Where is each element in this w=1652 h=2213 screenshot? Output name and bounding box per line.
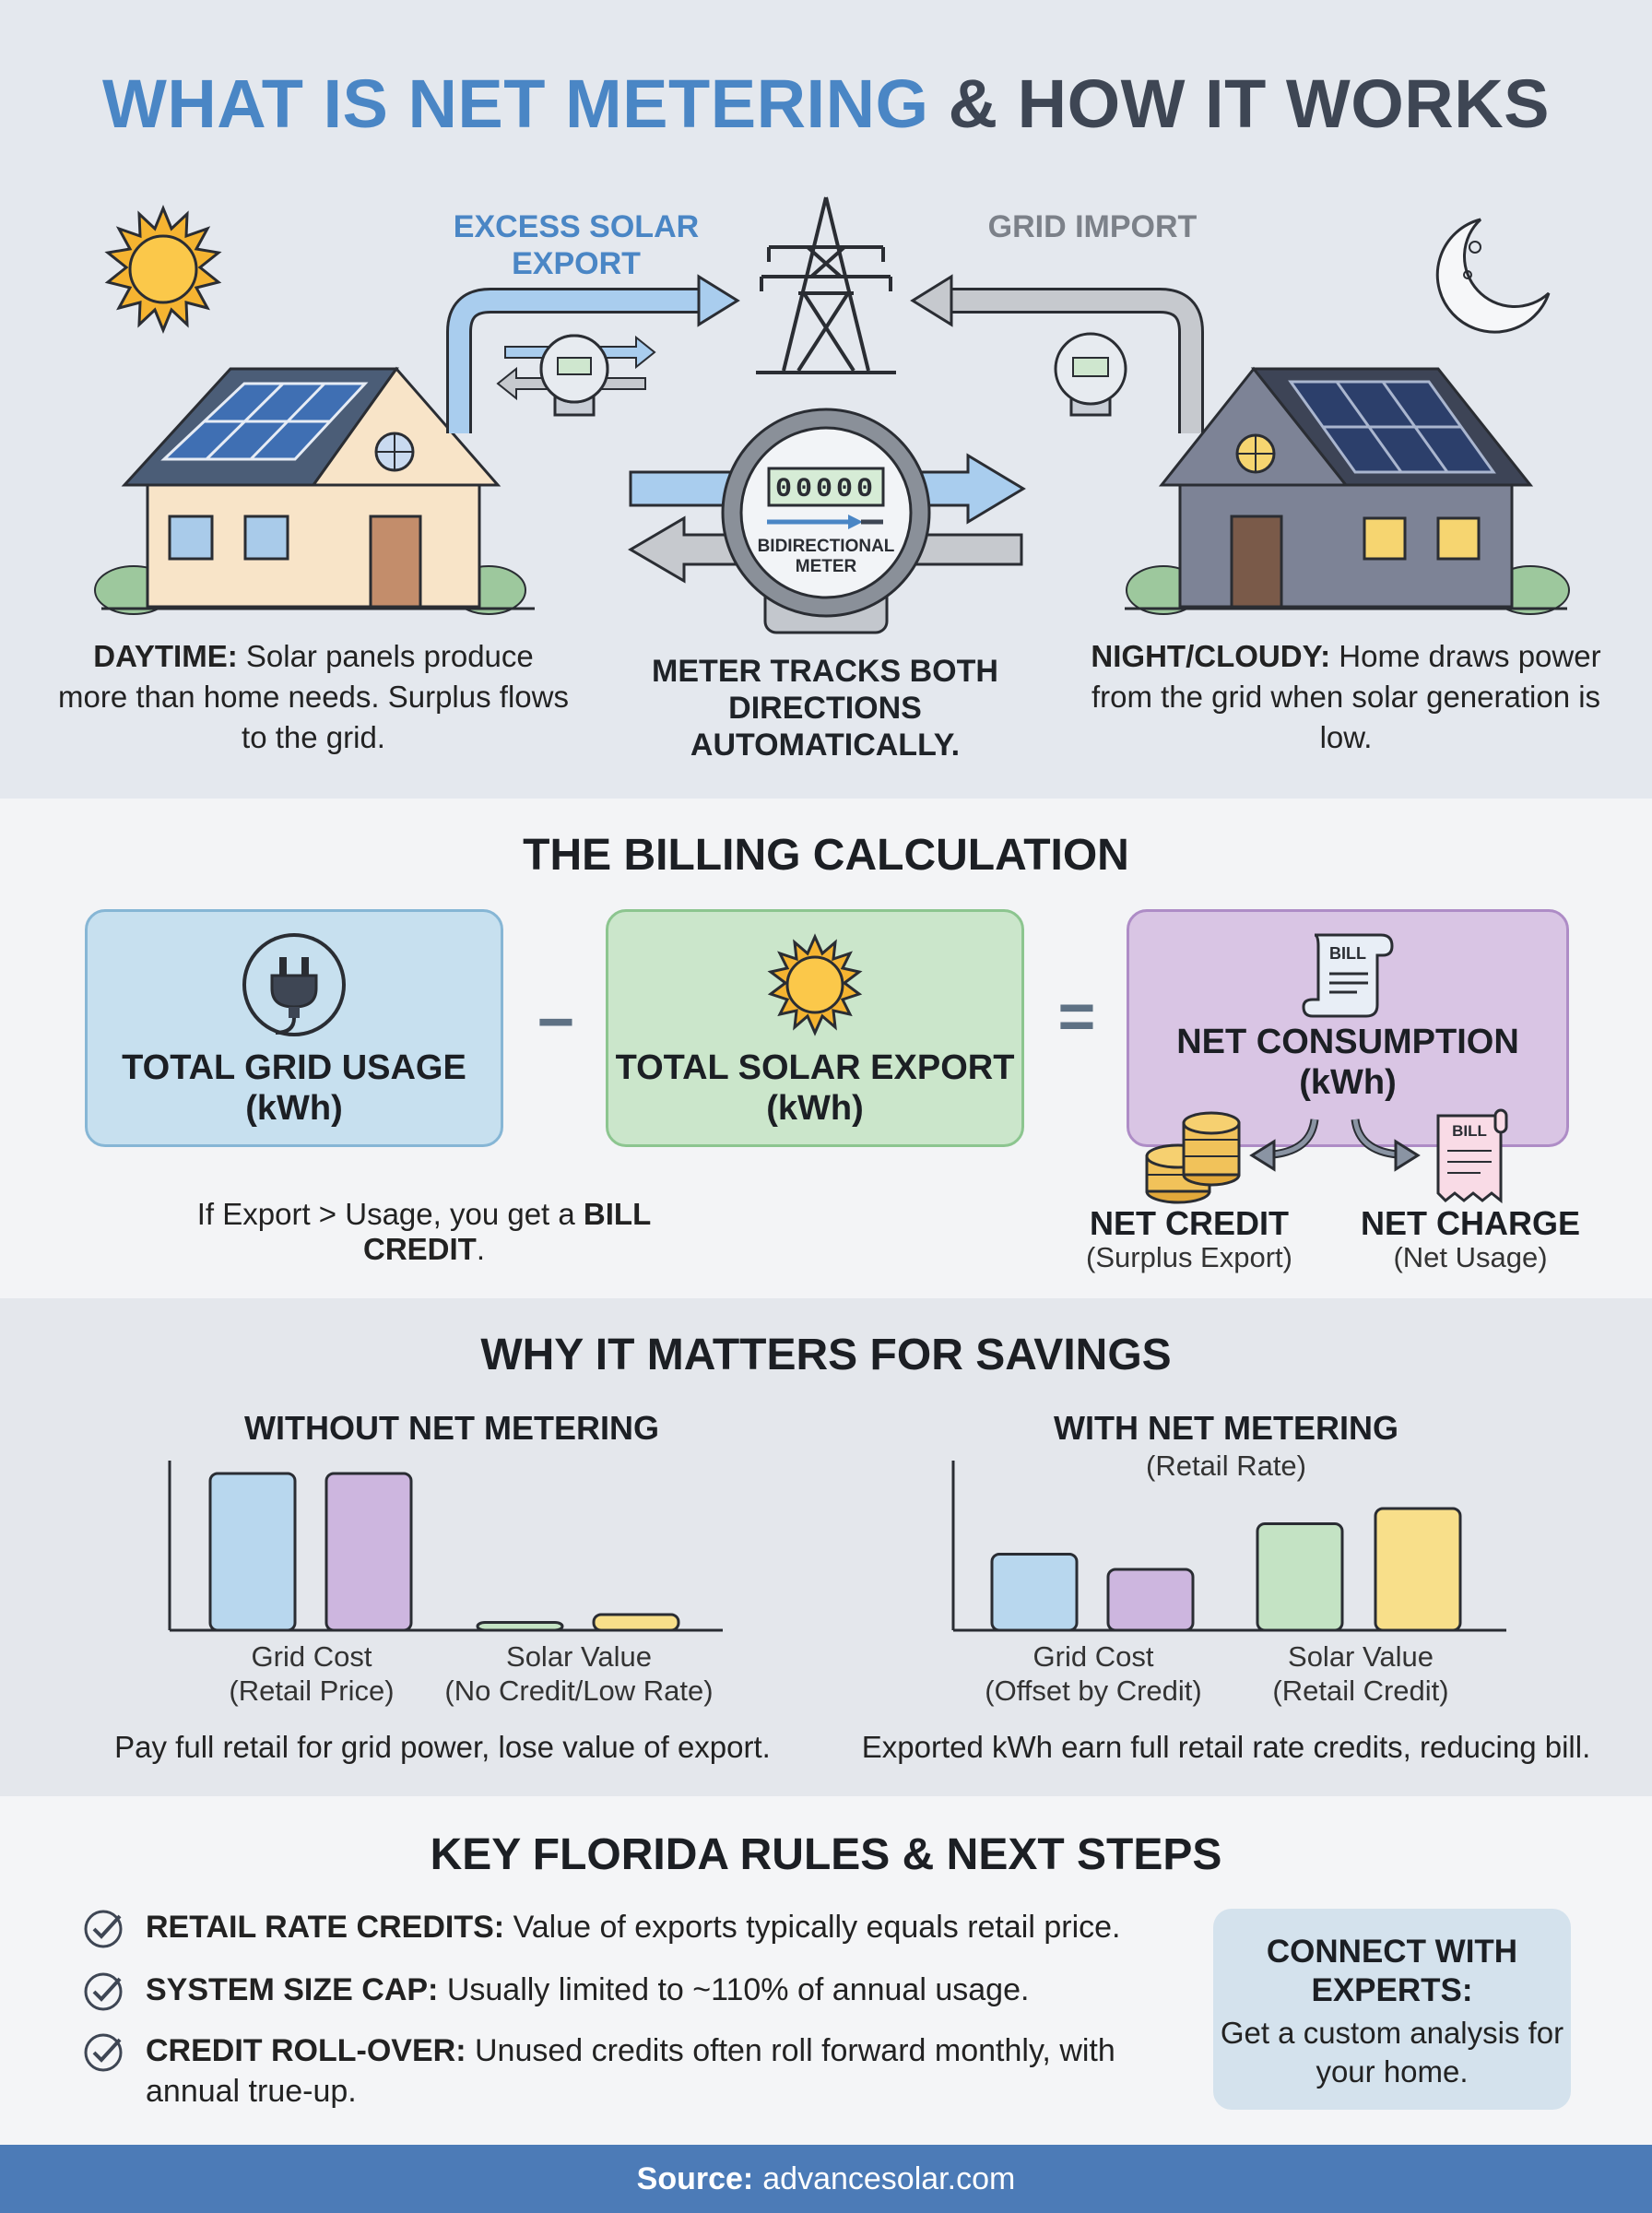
- bill-scroll-icon: [1302, 928, 1399, 1020]
- small-meter-export-icon: [498, 336, 655, 415]
- grid-usage-label: TOTAL GRID USAGE (kWh): [122, 1048, 466, 1128]
- chart-with-title: WITH NET METERING: [1054, 1409, 1398, 1447]
- chart-with-net-metering: [950, 1457, 1512, 1641]
- rules-title: KEY FLORIDA RULES & NEXT STEPS: [430, 1830, 1222, 1879]
- coins-icon: [1147, 1113, 1239, 1202]
- tick-label-grid-cost-with: Grid Cost (Offset by Credit): [985, 1640, 1202, 1707]
- meter-caption: METER TRACKS BOTH DIRECTIONS AUTOMATICALLY.: [652, 654, 998, 763]
- check-circle-icon: [83, 2030, 127, 2075]
- net-credit-sublabel: (Surplus Export): [1086, 1241, 1292, 1273]
- net-consumption-label: NET CONSUMPTION (kWh): [1176, 1023, 1519, 1102]
- rule-item-roll-over: [83, 2030, 1115, 2112]
- connect-experts-text[interactable]: Get a custom analysis for your home.: [1220, 2016, 1564, 2089]
- check-circle-icon: [83, 1907, 127, 1951]
- bar-0: [992, 1555, 1077, 1631]
- minus-sign: −: [537, 986, 575, 1058]
- bar-2: [478, 1623, 562, 1631]
- net-outcome-illustration: [1134, 1097, 1576, 1217]
- rule-body: Unused credits often roll forward monthly, with annual true-up.: [146, 2033, 1115, 2109]
- small-meter-import-icon: [1056, 334, 1126, 415]
- transmission-tower-icon: [756, 197, 896, 373]
- billing-title: THE BILLING CALCULATION: [523, 831, 1129, 880]
- sun-icon: [761, 931, 868, 1038]
- solar-export-label: TOTAL SOLAR EXPORT (kWh): [615, 1048, 1015, 1128]
- bill-tag-text: BILL: [1329, 944, 1366, 963]
- curved-arrow-right-icon: [1355, 1119, 1418, 1169]
- night-caption: [1088, 636, 1604, 758]
- rule-body: Usually limited to ~110% of annual usage.: [446, 1972, 1030, 2007]
- moon-icon: [1437, 219, 1549, 332]
- chart-with-subtitle: (Retail Rate): [1146, 1450, 1306, 1482]
- source-lead: Source:: [636, 2160, 754, 2196]
- curved-arrow-left-icon: [1252, 1119, 1315, 1169]
- rule-lead: SYSTEM SIZE CAP:: [146, 1972, 439, 2007]
- night-lead: NIGHT/CLOUDY:: [1091, 639, 1331, 673]
- daytime-caption: [55, 636, 572, 758]
- connect-experts-title[interactable]: CONNECT WITH EXPERTS:: [1266, 1934, 1518, 2008]
- net-credit-label: NET CREDIT: [1090, 1204, 1289, 1242]
- chart-without-title: WITHOUT NET METERING: [244, 1409, 659, 1447]
- night-text: Home draws power from the grid when solar generation is low.: [1091, 639, 1601, 754]
- check-circle-icon: [83, 1970, 127, 2014]
- rule-lead: CREDIT ROLL-OVER:: [146, 2033, 466, 2068]
- bar-1: [1108, 1569, 1193, 1630]
- rule-item-retail-rate: [83, 1907, 1189, 1951]
- tick-label-grid-cost-without: Grid Cost (Retail Price): [229, 1640, 395, 1707]
- bill-charge-icon: [1438, 1110, 1506, 1201]
- meter-label-2: METER: [795, 557, 857, 576]
- tick-label-solar-value-without: Solar Value (No Credit/Low Rate): [444, 1640, 714, 1707]
- meter-label-1: BIDIRECTIONAL: [757, 537, 895, 556]
- daytime-text: Solar panels produce more than home needs. Surplus flows to the grid.: [58, 639, 569, 754]
- daytime-lead: DAYTIME:: [93, 639, 238, 673]
- import-arrow: [913, 277, 1191, 433]
- excess-solar-export-label: EXCESS SOLAR EXPORT: [453, 209, 700, 281]
- bill-credit-note-pre: If Export > Usage, you get a: [196, 1197, 584, 1231]
- savings-title: WHY IT MATTERS FOR SAVINGS: [480, 1331, 1172, 1379]
- sun-icon: [108, 208, 218, 330]
- plug-icon: [239, 929, 349, 1040]
- rule-lead: RETAIL RATE CREDITS:: [146, 1910, 505, 1945]
- bar-3: [594, 1615, 678, 1630]
- bill-credit-note-bold: BILL CREDIT: [362, 1197, 652, 1266]
- rule-body: Value of exports typically equals retail price.: [513, 1910, 1121, 1945]
- bar-0: [210, 1473, 295, 1630]
- bar-1: [326, 1473, 411, 1630]
- bill-credit-note-post: .: [476, 1232, 485, 1266]
- rule-item-size-cap: [83, 1970, 1189, 2014]
- source-footer: [0, 2145, 1652, 2213]
- bidirectional-meter-icon: [631, 409, 1023, 633]
- rule-text: [146, 1907, 1120, 1951]
- net-charge-label: NET CHARGE: [1360, 1204, 1580, 1242]
- net-charge-sublabel: (Net Usage): [1393, 1241, 1548, 1273]
- bill-credit-note: [148, 1197, 701, 1267]
- title-part-1: WHAT IS NET METERING: [101, 65, 929, 142]
- rule-text: [146, 2030, 1115, 2112]
- tick-label-solar-value-with: Solar Value (Retail Credit): [1272, 1640, 1449, 1707]
- title-part-2: & HOW IT WORKS: [948, 65, 1551, 142]
- chart-without-net-metering: [166, 1457, 728, 1641]
- with-note: Exported kWh earn full retail rate credits, reducing bill.: [861, 1730, 1591, 1764]
- bar-2: [1257, 1524, 1342, 1631]
- grid-import-label: GRID IMPORT: [987, 209, 1198, 244]
- rule-text: [146, 1970, 1029, 2014]
- source-link[interactable]: advancesolar.com: [762, 2160, 1016, 2196]
- equals-sign: =: [1057, 980, 1096, 1052]
- without-note: Pay full retail for grid power, lose value of export.: [114, 1730, 771, 1764]
- bill-charge-tag: BILL: [1452, 1122, 1487, 1140]
- bar-3: [1375, 1509, 1460, 1630]
- meter-digits: 00000: [774, 474, 878, 505]
